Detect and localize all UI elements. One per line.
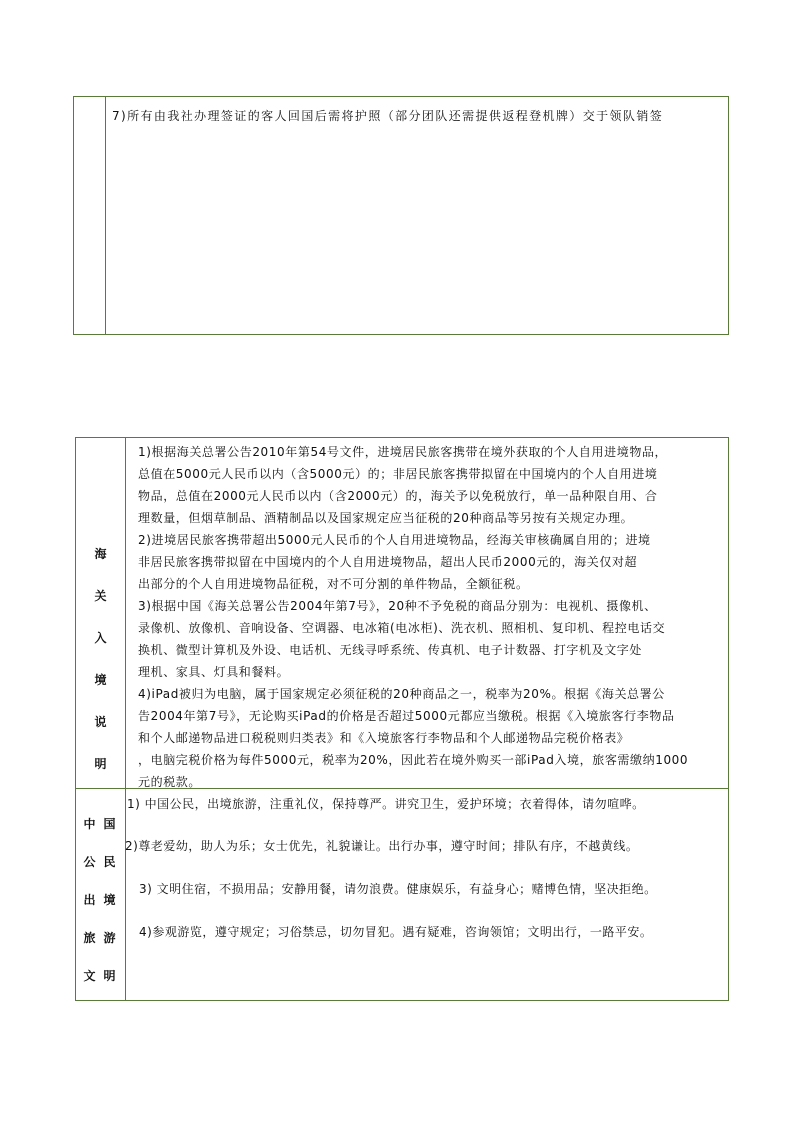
customs-paragraph-1 [138,441,726,529]
civility-label-line: 中国 [83,817,124,831]
civility-label-line: 公民 [83,855,124,869]
text-line: 出部分的个人自用进境物品征税，对不可分割的单件物品，全额征税。 [138,577,529,591]
civility-label-line: 文明 [83,969,124,983]
civility-item-3: 3) 文明住宿，不损用品；安静用餐，请勿浪费。健康娱乐，有益身心；赌博色情，坚决拒绝。 [139,882,657,896]
text-line: 录像机、放像机、音响设备、空调器、电冰箱(电冰柜)、洗衣机、照相机、复印机、程控电话交 [138,621,666,635]
text-line: 理数量，但烟草制品、酒精制品以及国家规定应当征税的20种商品等另按有关规定办理。 [138,511,634,525]
text-line: 和个人邮递物品进口税税则归类表》和《入境旅客行李物品和个人邮递物品完税价格表》 [138,731,630,745]
civility-label [76,789,125,1002]
civility-label-line: 旅游 [83,931,124,945]
text-line: 物品，总值在2000元人民币以内（含2000元）的，海关予以免税放行，单一品种限自用、合 [138,489,658,503]
text-line: 总值在5000元人民币以内（含5000元）的；非居民旅客携带拟留在中国境内的个人自用进境 [138,467,658,481]
text-line: 非居民旅客携带拟留在中国境内的个人自用进境物品，超出人民币2000元的，海关仅对超 [138,555,638,569]
customs-paragraph-2 [138,529,726,595]
customs-paragraph-4 [138,683,726,793]
civility-label-line: 出境 [83,893,124,907]
text-line: 元的税款。 [138,775,202,789]
customs-label-char: 说 [94,715,107,729]
column-divider [125,438,126,1000]
customs-paragraph-3 [138,595,726,683]
text-line: 1)根据海关总署公告2010年第54号文件，进境居民旅客携带在境外获取的个人自用进境物品， [138,445,668,459]
text-line: ，电脑完税价格为每件5000元，税率为20%，因此若在境外购买一部iPad入境，旅客需缴纳1000 [138,753,689,767]
text-line: 告2004年第7号》，无论购买iPad的价格是否超过5000元都应当缴税。根据《入境旅客行李物品 [138,709,675,723]
text-line: 2)进境居民旅客携带超出5000元人民币的个人自用进境物品，经海关审核确属自用的；进境 [138,533,651,547]
text-line: 4)iPad被归为电脑，属于国家规定必须征税的20种商品之一，税率为20%。根据《海关总署公 [138,687,665,701]
customs-entry-text [138,441,726,793]
visa-notes-table [73,96,729,335]
customs-entry-label [76,438,125,788]
customs-label-char: 海 [94,547,107,561]
text-line: 理机、家具、灯具和餐料。 [138,665,290,679]
customs-label-char: 境 [94,673,107,687]
text-line: 换机、微型计算机及外设、电话机、无线寻呼系统、传真机、电子计数器、打字机及文字处 [138,643,643,657]
text-line: 3)根据中国《海关总署公告2004年第7号》，20种不予免税的商品分别为：电视机、摄像机、 [138,599,657,613]
visa-item-7: 7)所有由我社办理签证的客人回国后需将护照（部分团队还需提供返程登机牌）交于领队销签 [112,109,664,123]
customs-label-char: 明 [94,757,107,771]
customs-label-char: 入 [94,631,107,645]
customs-label-char: 关 [94,589,107,603]
civility-item-1: 1) 中国公民，出境旅游，注重礼仪，保持尊严。讲究卫生，爱护环境；衣着得体，请勿喧哗。 [127,797,645,811]
civility-item-4: 4)参观游览，遵守规定；习俗禁忌，切勿冒犯。遇有疑难，咨询领馆；文明出行，一路平安。 [139,925,653,939]
customs-civility-table [75,437,729,1001]
column-divider [105,97,106,334]
civility-item-2: 2)尊老爱幼，助人为乐；女士优先，礼貌谦让。出行办事，遵守时间；排队有序，不越黄线。 [125,839,639,853]
